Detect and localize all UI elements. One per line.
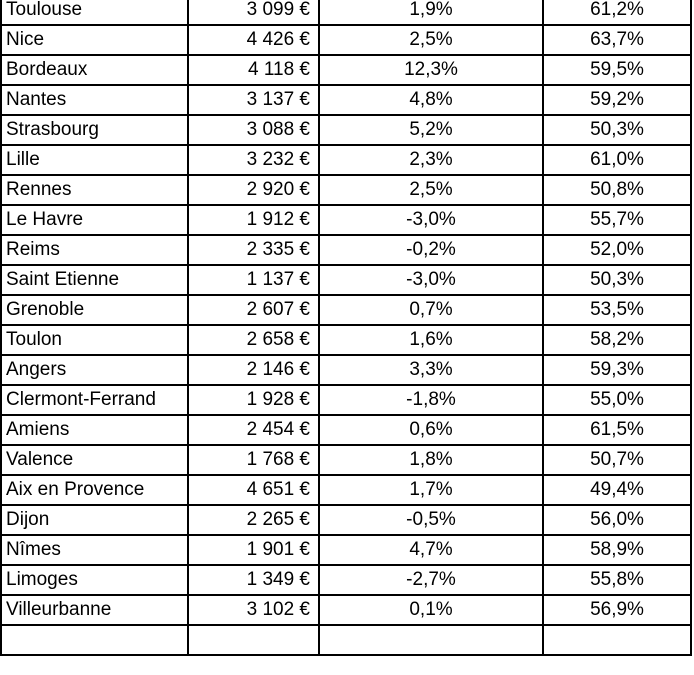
table-row [1, 325, 691, 355]
cell-price[interactable]: 3 137 € [188, 85, 319, 115]
cell-variation[interactable]: -2,7% [319, 565, 543, 595]
table-row [1, 415, 691, 445]
cell-variation[interactable]: 1,9% [319, 0, 543, 25]
cell-price[interactable]: 4 426 € [188, 25, 319, 55]
cell-city[interactable]: Strasbourg [1, 115, 188, 145]
cell-price[interactable]: 2 658 € [188, 325, 319, 355]
cell-variation[interactable]: 0,7% [319, 295, 543, 325]
cell-share[interactable]: 56,9% [543, 595, 691, 625]
cell-share[interactable]: 50,3% [543, 265, 691, 295]
cell-city[interactable]: Grenoble [1, 295, 188, 325]
cell-city[interactable]: Rennes [1, 175, 188, 205]
cell-share[interactable]: 50,8% [543, 175, 691, 205]
cell-city[interactable]: Villeurbanne [1, 595, 188, 625]
table-row [1, 235, 691, 265]
cell-share[interactable]: 49,4% [543, 475, 691, 505]
cell-variation[interactable]: 4,7% [319, 535, 543, 565]
cell-city[interactable]: Toulouse [1, 0, 188, 25]
cell-variation[interactable]: 2,3% [319, 145, 543, 175]
cell-variation-partial [319, 625, 543, 655]
cell-price[interactable]: 3 088 € [188, 115, 319, 145]
cell-share[interactable]: 50,7% [543, 445, 691, 475]
cell-share[interactable]: 59,3% [543, 355, 691, 385]
cell-share[interactable]: 52,0% [543, 235, 691, 265]
cell-city[interactable]: Saint Etienne [1, 265, 188, 295]
table-row [1, 505, 691, 535]
cell-variation[interactable]: 12,3% [319, 55, 543, 85]
cell-price[interactable]: 4 118 € [188, 55, 319, 85]
cell-share[interactable]: 56,0% [543, 505, 691, 535]
cell-variation[interactable]: -0,5% [319, 505, 543, 535]
cell-price[interactable]: 2 335 € [188, 235, 319, 265]
cell-variation[interactable]: 0,1% [319, 595, 543, 625]
table-row [1, 145, 691, 175]
cell-variation[interactable]: 0,6% [319, 415, 543, 445]
cell-city[interactable]: Bordeaux [1, 55, 188, 85]
cell-price[interactable]: 4 651 € [188, 475, 319, 505]
cell-city[interactable]: Dijon [1, 505, 188, 535]
cell-variation[interactable]: -1,8% [319, 385, 543, 415]
cell-city[interactable]: Toulon [1, 325, 188, 355]
cell-price[interactable]: 1 928 € [188, 385, 319, 415]
cell-price[interactable]: 1 349 € [188, 565, 319, 595]
table-row [1, 115, 691, 145]
cell-price[interactable]: 2 920 € [188, 175, 319, 205]
table-row [1, 85, 691, 115]
cell-city[interactable]: Le Havre [1, 205, 188, 235]
cell-city[interactable]: Limoges [1, 565, 188, 595]
table-row [1, 175, 691, 205]
cell-price[interactable]: 3 232 € [188, 145, 319, 175]
table-row [1, 0, 691, 25]
cell-share[interactable]: 58,9% [543, 535, 691, 565]
table-row [1, 535, 691, 565]
cell-share-partial [543, 625, 691, 655]
cell-price[interactable]: 1 901 € [188, 535, 319, 565]
table-row [1, 55, 691, 85]
cell-variation[interactable]: -3,0% [319, 205, 543, 235]
cell-share[interactable]: 50,3% [543, 115, 691, 145]
cell-price[interactable]: 1 912 € [188, 205, 319, 235]
cell-city[interactable]: Valence [1, 445, 188, 475]
cell-price[interactable]: 3 099 € [188, 0, 319, 25]
cell-price-partial [188, 625, 319, 655]
cell-variation[interactable]: 5,2% [319, 115, 543, 145]
table-row [1, 445, 691, 475]
cell-variation[interactable]: 1,6% [319, 325, 543, 355]
cell-variation[interactable]: 2,5% [319, 175, 543, 205]
cell-price[interactable]: 1 137 € [188, 265, 319, 295]
table-row [1, 565, 691, 595]
cell-variation[interactable]: -0,2% [319, 235, 543, 265]
table-row [1, 595, 691, 625]
cell-price[interactable]: 2 146 € [188, 355, 319, 385]
table-row [1, 295, 691, 325]
cell-price[interactable]: 2 454 € [188, 415, 319, 445]
cell-city-partial [1, 625, 188, 655]
cell-variation[interactable]: 2,5% [319, 25, 543, 55]
cell-city[interactable]: Nice [1, 25, 188, 55]
cell-share[interactable]: 61,0% [543, 145, 691, 175]
cell-city[interactable]: Amiens [1, 415, 188, 445]
cell-share[interactable]: 53,5% [543, 295, 691, 325]
table-row [1, 475, 691, 505]
cell-share[interactable]: 58,2% [543, 325, 691, 355]
cell-variation[interactable]: 4,8% [319, 85, 543, 115]
cell-city[interactable]: Aix en Provence [1, 475, 188, 505]
cell-price[interactable]: 3 102 € [188, 595, 319, 625]
cell-city[interactable]: Angers [1, 355, 188, 385]
table-row [1, 265, 691, 295]
cell-city[interactable]: Nîmes [1, 535, 188, 565]
table-row [1, 25, 691, 55]
cell-variation[interactable]: 1,7% [319, 475, 543, 505]
cell-share[interactable]: 61,5% [543, 415, 691, 445]
cell-variation[interactable]: 1,8% [319, 445, 543, 475]
cell-price[interactable]: 1 768 € [188, 445, 319, 475]
cell-variation[interactable]: 3,3% [319, 355, 543, 385]
cell-share[interactable]: 55,7% [543, 205, 691, 235]
cell-share[interactable]: 55,8% [543, 565, 691, 595]
cell-share[interactable]: 55,0% [543, 385, 691, 415]
cell-city[interactable]: Clermont-Ferrand [1, 385, 188, 415]
cell-city[interactable]: Lille [1, 145, 188, 175]
table-row-partial [1, 625, 691, 655]
cell-share[interactable]: 59,5% [543, 55, 691, 85]
cell-price[interactable]: 2 607 € [188, 295, 319, 325]
cell-variation[interactable]: -3,0% [319, 265, 543, 295]
cell-price[interactable]: 2 265 € [188, 505, 319, 535]
cell-share[interactable]: 63,7% [543, 25, 691, 55]
cell-share[interactable]: 59,2% [543, 85, 691, 115]
cell-share[interactable]: 61,2% [543, 0, 691, 25]
table-row [1, 205, 691, 235]
cell-city[interactable]: Nantes [1, 85, 188, 115]
table-row [1, 385, 691, 415]
table-body [1, 0, 691, 655]
table-row [1, 355, 691, 385]
cell-city[interactable]: Reims [1, 235, 188, 265]
